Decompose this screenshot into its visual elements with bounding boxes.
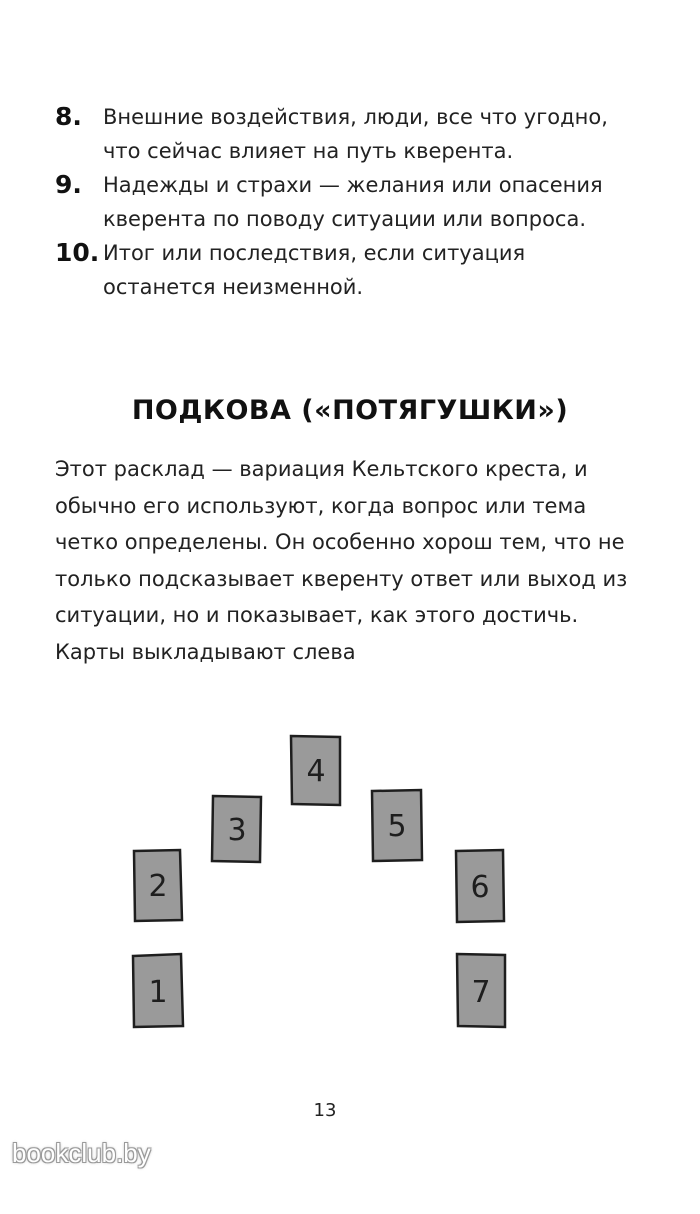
tarot-card-1 bbox=[133, 954, 183, 1027]
tarot-card-4 bbox=[291, 736, 340, 805]
numbered-list bbox=[55, 100, 615, 304]
list-item-text: Внешние воздействия, люди, все что угодно, что сейчас влияет на путь кверента. bbox=[103, 105, 608, 163]
list-item bbox=[55, 236, 615, 304]
card-label: 6 bbox=[470, 870, 490, 905]
card-label: 7 bbox=[471, 975, 491, 1010]
card-label: 1 bbox=[148, 975, 168, 1010]
card-label: 4 bbox=[306, 754, 326, 789]
list-item-text: Надежды и страхи — желания или опасения кверента по поводу ситуации или вопроса. bbox=[103, 173, 603, 231]
list-item-number: 10. bbox=[55, 238, 100, 267]
card-label: 5 bbox=[387, 809, 407, 844]
horseshoe-spread-diagram bbox=[0, 720, 700, 1050]
tarot-card-7 bbox=[457, 954, 505, 1027]
list-item bbox=[55, 100, 615, 168]
section-title: ПОДКОВА («ПОТЯГУШКИ») bbox=[131, 395, 569, 426]
watermark: bookclub.by bbox=[12, 1138, 151, 1168]
list-item-number: 8. bbox=[55, 102, 82, 131]
list-item-number: 9. bbox=[55, 170, 82, 199]
body-paragraph: Этот расклад — вариация Кельтского креста, и обычно его используют, когда вопрос или тема четко определены. Он особенно хорош тем, что не только подсказывает кверенту ответ или выход из ситуации, но и показывает, как этого достичь. Карты выкладывают слева bbox=[55, 457, 628, 664]
list-item bbox=[55, 168, 615, 236]
card-label: 3 bbox=[227, 813, 247, 848]
tarot-card-5 bbox=[372, 790, 422, 861]
tarot-card-6 bbox=[456, 850, 504, 922]
tarot-card-3 bbox=[212, 796, 261, 862]
page-number: 13 bbox=[313, 1100, 337, 1121]
tarot-card-2 bbox=[134, 850, 182, 921]
card-label: 2 bbox=[148, 869, 168, 904]
list-item-text: Итог или последствия, если ситуация останется неизменной. bbox=[103, 241, 526, 299]
